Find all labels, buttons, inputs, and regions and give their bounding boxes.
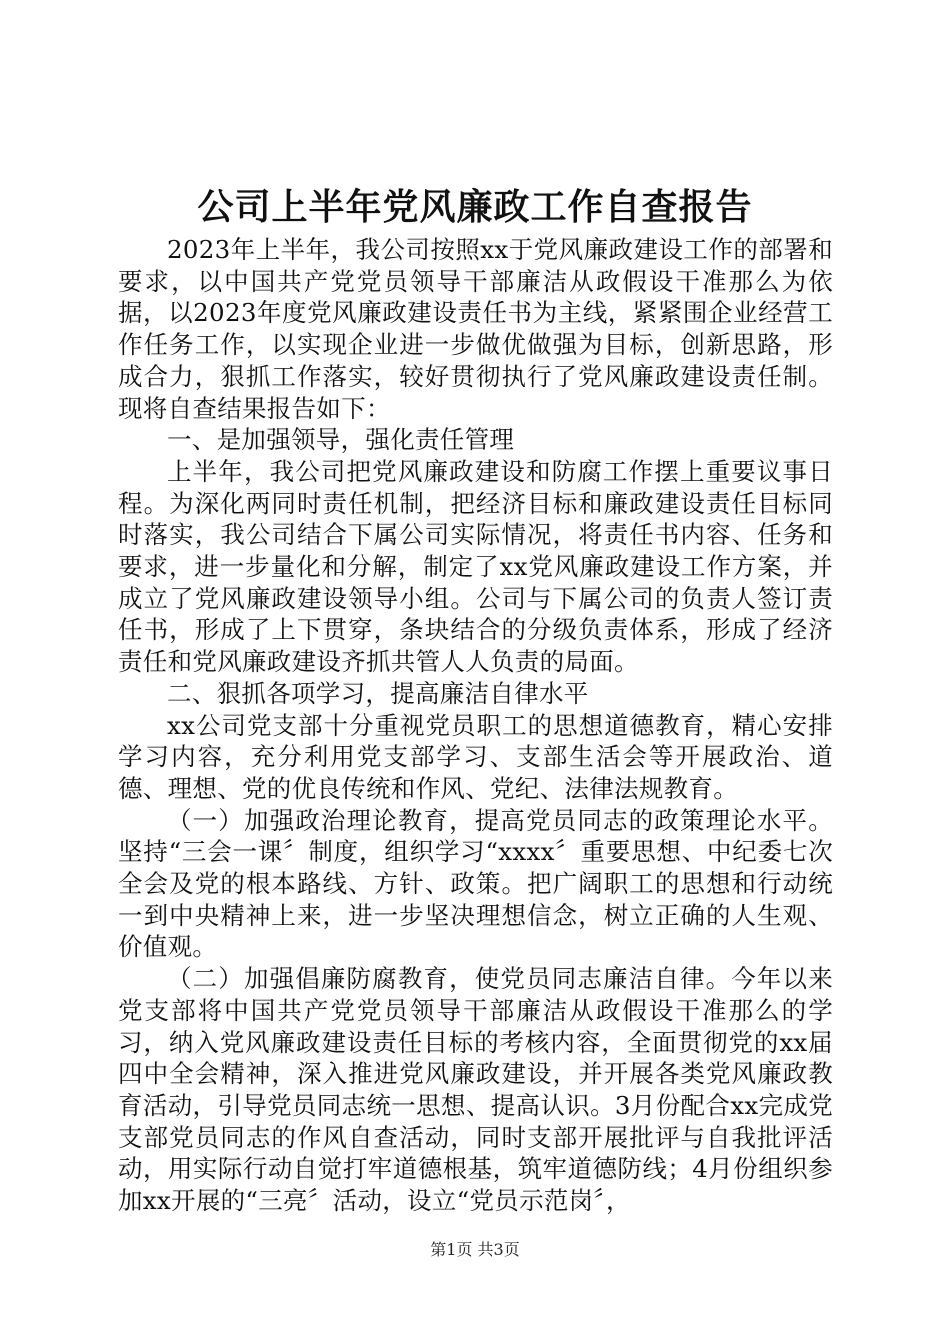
section-2-paragraph: xx公司党支部十分重视党员职工的思想道德教育，精心安排学习内容，充分利用党支部学习、支部生活会等开展政治、道德、理想、党的优良传统和作风、党纪、法律法规教育。 [118,710,833,803]
section-1-paragraph: 上半年，我公司把党风廉政建设和防腐工作摆上重要议事日程。为深化两同时责任机制，把经济目标和廉政建设责任目标同时落实，我公司结合下属公司实际情况，将责任书内容、任务和要求，进一步量化和分解，制定了xx党风廉政建设工作方案，并成立了党风廉政建设领导小组。公司与下属公司的负责人签订责任书，形成了上下贯穿，条块结合的分级负责体系，形成了经济责任和党风廉政建设齐抓共管人人负责的局面。 [118,456,833,677]
page-number-footer: 第1页 共3页 [430,1240,520,1259]
subsection-1-paragraph: （一）加强政治理论教育，提高党员同志的政策理论水平。坚持“三会一课〞制度，组织学习“xxxx〞重要思想、中纪委七次全会及党的根本路线、方针、政策。把广阔职工的思想和行动统一到中央精神上来，进一步坚决理想信念，树立正确的人生观、价值观。 [118,805,833,962]
subsection-2-paragraph: （二）加强倡廉防腐教育，使党员同志廉洁自律。今年以来党支部将中国共产党党员领导干部廉洁从政假设干准那么的学习，纳入党风廉政建设责任目标的考核内容，全面贯彻党的xx届四中全会精神，深入推进党风廉政建设，并开展各类党风廉政教育活动，引导党员同志统一思想、提高认识。3月份配合xx完成党支部党员同志的作风自查活动，同时支部开展批评与自我批评活动，用实际行动自觉打牢道德根基，筑牢道德防线；4月份组织参加xx开展的“三亮〞活动，设立“党员示范岗〞， [118,964,833,1216]
section-heading-2: 二、狠抓各项学习，提高廉洁自律水平 [167,678,589,708]
document-title: 公司上半年党风廉政工作自查报告 [197,187,753,228]
section-heading-1: 一、是加强领导，强化责任管理 [167,425,515,455]
document-body [118,234,833,1217]
intro-paragraph: 2023年上半年，我公司按照xx于党风廉政建设工作的部署和要求，以中国共产党党员领导干部廉洁从政假设干准那么为依据，以2023年度党风廉政建设责任书为主线，紧紧围企业经营工作任务工作，以实现企业进一步做优做强为目标，创新思路，形成合力，狠抓工作落实，较好贯彻执行了党风廉政建设责任制。现将自查结果报告如下： [118,235,833,423]
